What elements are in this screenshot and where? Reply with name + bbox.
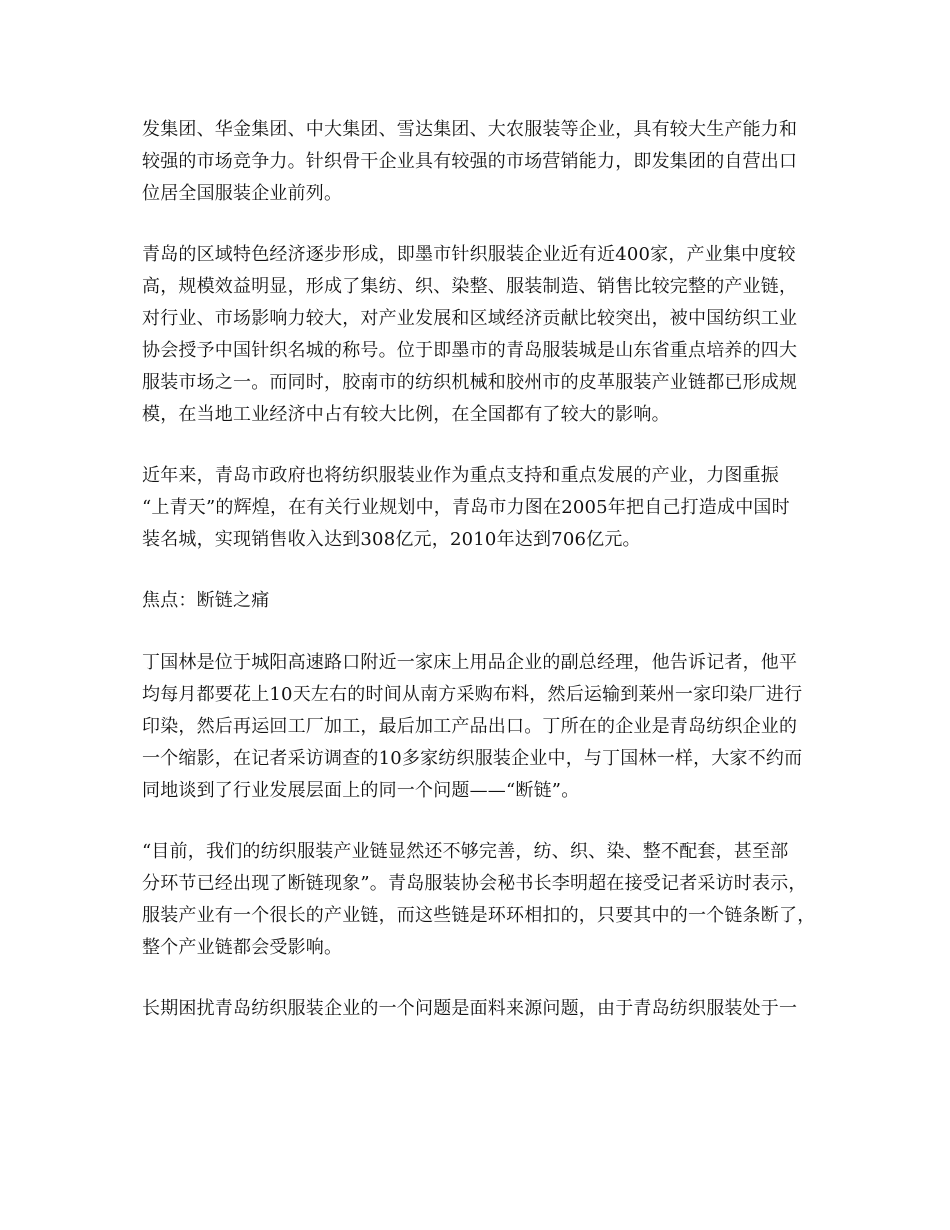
- paragraph-1: [142, 114, 822, 210]
- text-line: 服装产业有一个很长的产业链，而这些链是环环相扣的，只要其中的一个链条断了，: [142, 905, 816, 926]
- text-line: 模，在当地工业经济中占有较大比例，在全国都有了较大的影响。: [142, 404, 670, 425]
- text-line: 装名城，实现销售收入达到308亿元，2010年达到706亿元。: [142, 529, 641, 550]
- text-line: 分环节已经出现了断链现象”。青岛服装协会秘书长李明超在接受记者采访时表示，: [142, 873, 807, 894]
- paragraph-7: [142, 993, 822, 1025]
- text-line: 青岛的区域特色经济逐步形成，即墨市针织服装企业近有近400家，产业集中度较: [142, 244, 796, 265]
- text-line: “目前，我们的纺织服装产业链显然还不够完善，纺、织、染、整不配套，甚至部: [142, 841, 789, 862]
- document-body: [142, 114, 822, 1054]
- text-line: 对行业、市场影响力较大，对产业发展和区域经济贡献比较突出，被中国纺织工业: [142, 308, 798, 329]
- text-line: 同地谈到了行业发展层面上的同一个问题——“断链”。: [142, 780, 580, 801]
- text-line: 近年来，青岛市政府也将纺织服装业作为重点支持和重点发展的产业，力图重振: [142, 465, 779, 486]
- paragraph-3: [142, 460, 822, 556]
- text-line: 位居全国服装企业前列。: [142, 183, 343, 204]
- text-line: 服装市场之一。而同时，胶南市的纺织机械和胶州市的皮革服装产业链都已形成规: [142, 372, 798, 393]
- heading-text: 焦点：断链之痛: [142, 590, 270, 611]
- paragraph-6: [142, 836, 822, 964]
- text-line: “上青天”的辉煌，在有关行业规划中，青岛市力图在2005年把自己打造成中国时: [142, 497, 790, 518]
- text-line: 印染，然后再运回工厂加工，最后加工产品出口。丁所在的企业是青岛纺织企业的: [142, 716, 798, 737]
- text-line: 长期困扰青岛纺织服装企业的一个问题是面料来源问题，由于青岛纺织服装处于一: [142, 998, 798, 1019]
- text-line: 一个缩影，在记者采访调查的10多家纺织服装企业中，与丁国林一样，大家不约而: [142, 748, 803, 769]
- text-line: 高，规模效益明显，形成了集纺、织、染整、服装制造、销售比较完整的产业链，: [142, 276, 798, 297]
- paragraph-5: [142, 647, 822, 807]
- section-heading: [142, 585, 822, 617]
- text-line: 协会授予中国针织名城的称号。位于即墨市的青岛服装城是山东省重点培养的四大: [142, 340, 798, 361]
- text-line: 整个产业链都会受影响。: [142, 937, 343, 958]
- text-line: 均每月都要花上10天左右的时间从南方采购布料，然后运输到莱州一家印染厂进行: [142, 684, 803, 705]
- text-line: 发集团、华金集团、中大集团、雪达集团、大农服装等企业，具有较大生产能力和: [142, 119, 798, 140]
- paragraph-2: [142, 239, 822, 431]
- text-line: 丁国林是位于城阳高速路口附近一家床上用品企业的副总经理，他告诉记者，他平: [142, 652, 798, 673]
- text-line: 较强的市场竞争力。针织骨干企业具有较强的市场营销能力，即发集团的自营出口: [142, 151, 798, 172]
